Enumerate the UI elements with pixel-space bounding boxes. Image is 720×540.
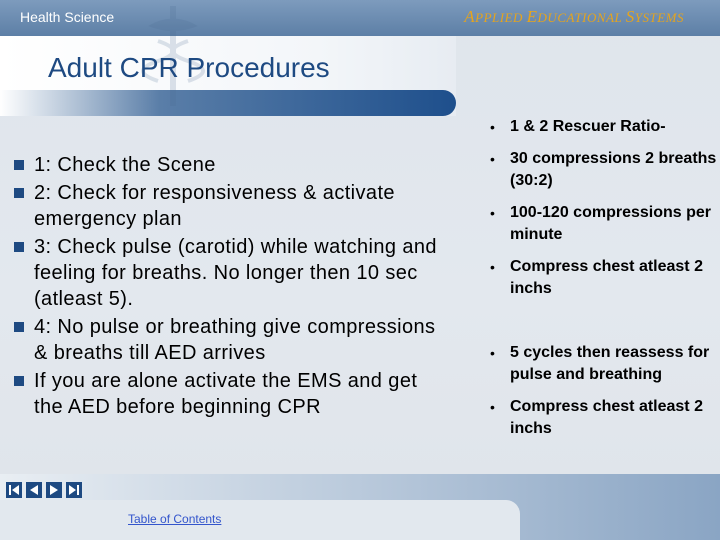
footer-inner [0,500,520,540]
first-slide-icon[interactable] [6,482,22,498]
side-list-item: • 5 cycles then reassess for pulse and breathing [490,344,710,383]
list-item: 4: No pulse or breathing give compressions & breaths till AED arrives [12,314,452,366]
round-bullet-icon: • [490,259,495,275]
last-slide-icon[interactable] [66,482,82,498]
side-list-item: • 1 & 2 Rescuer Ratio- [484,116,720,138]
round-bullet-icon: • [490,205,495,221]
square-bullet-icon [14,188,24,198]
round-bullet-icon: • [490,151,495,167]
next-slide-icon[interactable] [46,482,62,498]
square-bullet-icon [14,322,24,332]
table-of-contents-link[interactable]: Table of Contents [128,512,222,526]
title-stripe [0,90,456,116]
round-bullet-icon: • [490,345,495,361]
square-bullet-icon [14,242,24,252]
page-title: Adult CPR Procedures [48,52,330,83]
square-bullet-icon [14,376,24,386]
round-bullet-icon: • [490,399,495,415]
square-bullet-icon [14,160,24,170]
main-bullet-list [12,152,452,422]
round-bullet-icon: • [490,119,495,135]
list-item: 3: Check pulse (carotid) while watching and feeling for breaths. No longer then 10 sec (atleast 5). [12,234,452,312]
list-item: If you are alone activate the EMS and get the AED before beginning CPR [12,368,452,420]
list-item: 2: Check for responsiveness & activate emergency plan [12,180,452,232]
side-list-item: • Compress chest atleast 2 inchs [490,398,703,437]
brand-logo: APPLIED EDUCATIONAL SYSTEMS [464,7,684,26]
side-list-item: • 30 compressions 2 breaths (30:2) [490,150,717,189]
course-name: Health Science [20,9,115,25]
slide-navigation [6,482,82,498]
side-list-item: • 100-120 compressions per minute [490,204,711,243]
side-list-item: • Compress chest atleast 2 inchs [490,258,703,297]
header-bar [0,0,720,36]
previous-slide-icon[interactable] [26,482,42,498]
list-item: 1: Check the Scene [12,152,452,178]
